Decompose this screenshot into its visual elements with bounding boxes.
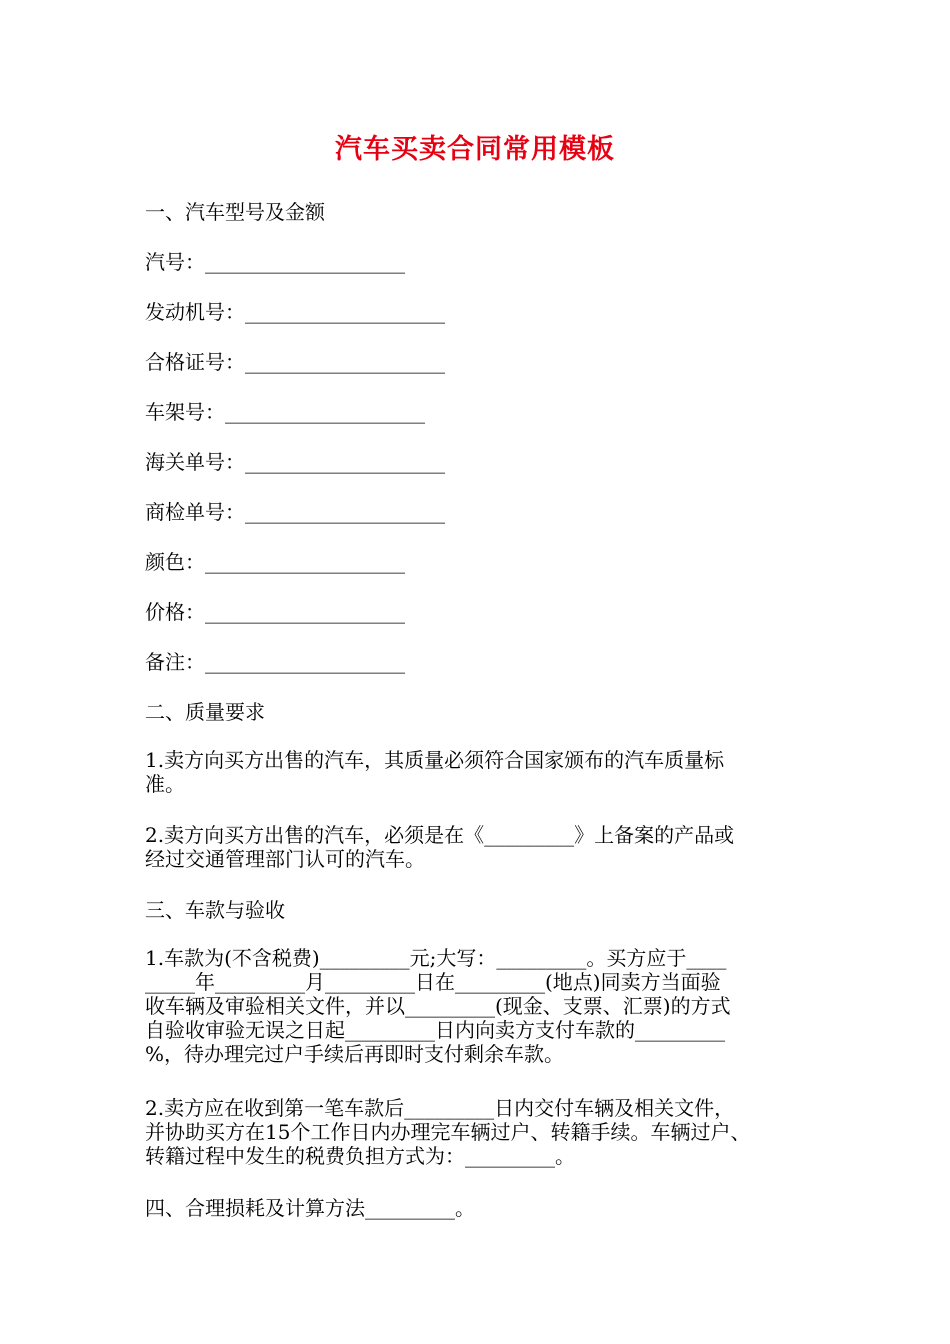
paragraph-line: 1.车款为(不含税费)_________元;大写：_________。买方应于____ bbox=[145, 946, 727, 970]
paragraph-line: 并协助买方在15个工作日内办理完车辆过户、转籍手续。车辆过户、 bbox=[145, 1120, 751, 1144]
section-2-paragraph-2 bbox=[145, 823, 810, 871]
section-3-heading: 三、车款与验收 bbox=[145, 898, 285, 922]
field-certificate-number: 合格证号：____________________ bbox=[145, 350, 445, 374]
field-customs-number: 海关单号：____________________ bbox=[145, 450, 445, 474]
document-title: 汽车买卖合同常用模板 bbox=[335, 134, 615, 165]
paragraph-line: 2.卖方向买方出售的汽车，必须是在《_________》上备案的产品或 bbox=[145, 823, 735, 847]
paragraph-line: 收车辆及审验相关文件，并以_________(现金、支票、汇票)的方式 bbox=[145, 994, 731, 1018]
field-remarks: 备注：____________________ bbox=[145, 650, 405, 674]
field-color: 颜色：____________________ bbox=[145, 550, 405, 574]
section-3-paragraph-2 bbox=[145, 1096, 810, 1168]
section-1-heading: 一、汽车型号及金额 bbox=[145, 200, 325, 224]
paragraph-line: 转籍过程中发生的税费负担方式为：_________。 bbox=[145, 1144, 575, 1168]
section-3-paragraph-1 bbox=[145, 946, 810, 1066]
field-frame-number: 车架号：____________________ bbox=[145, 400, 425, 424]
paragraph-line: 经过交通管理部门认可的汽车。 bbox=[145, 847, 425, 871]
paragraph-line: 1.卖方向买方出售的汽车，其质量必须符合国家颁布的汽车质量标 bbox=[145, 748, 725, 772]
paragraph-line: %，待办理完过户手续后再即时支付剩余车款。 bbox=[145, 1042, 565, 1066]
paragraph-line: _____年_________月_________日在_________(地点)同卖方当面验 bbox=[145, 970, 721, 994]
field-price: 价格：____________________ bbox=[145, 600, 405, 624]
field-engine-number: 发动机号：____________________ bbox=[145, 300, 445, 324]
field-inspection-number: 商检单号：____________________ bbox=[145, 500, 445, 524]
section-4-heading: 四、合理损耗及计算方法_________。 bbox=[145, 1196, 475, 1220]
paragraph-line: 自验收审验无误之日起_________日内向卖方支付车款的_________ bbox=[145, 1018, 725, 1042]
paragraph-line: 2.卖方应在收到第一笔车款后_________日内交付车辆及相关文件， bbox=[145, 1096, 735, 1120]
field-model-number: 汽号：____________________ bbox=[145, 250, 405, 274]
paragraph-line: 准。 bbox=[145, 772, 185, 796]
section-2-paragraph-1 bbox=[145, 748, 810, 796]
section-2-heading: 二、质量要求 bbox=[145, 700, 265, 724]
